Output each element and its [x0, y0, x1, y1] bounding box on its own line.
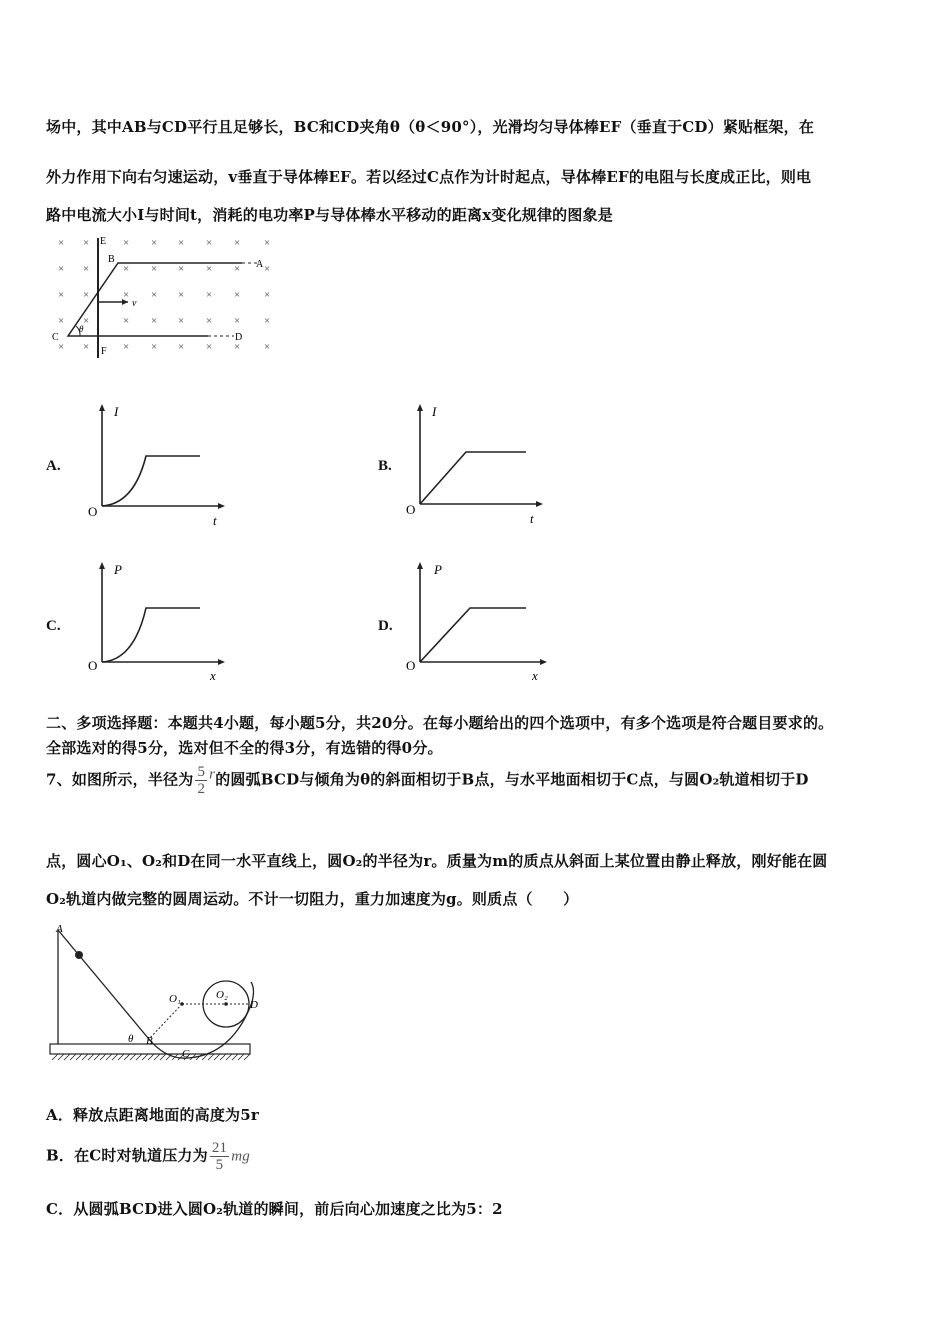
field-cross: ×: [83, 315, 90, 327]
q7-option-b-prefix: B．在C时对轨道压力为: [46, 1146, 208, 1165]
q7-track-figure: [46, 920, 286, 1070]
field-cross: ×: [83, 341, 90, 353]
field-cross: ×: [123, 341, 130, 353]
curve-a: [102, 456, 200, 506]
field-cross: ×: [151, 263, 158, 275]
field-cross: ×: [264, 289, 271, 301]
field-cross: ×: [178, 341, 185, 353]
graph-c: [82, 558, 232, 688]
field-cross: ×: [83, 263, 90, 275]
label-b2: B: [146, 1035, 153, 1047]
field-cross: ×: [151, 237, 158, 249]
field-cross: ×: [58, 315, 65, 327]
field-cross: ×: [178, 289, 185, 301]
graph-c-xlabel: x: [210, 668, 216, 683]
mass-point: [75, 951, 83, 959]
q7-option-b-var: mg: [231, 1148, 250, 1165]
q7-line-1: [46, 764, 809, 797]
field-cross: ×: [151, 289, 158, 301]
label-o1: O₁: [169, 993, 181, 1005]
field-cross: ×: [123, 237, 130, 249]
field-cross: ×: [206, 289, 213, 301]
q6-line-1: 场中，其中AB与CD平行且足够长，BC和CD夹角θ（θ＜90°），光滑均匀导体棒EF（垂直于CD）紧贴框架，在: [46, 118, 815, 136]
q7-fraction: $\frac{5}{2}$: [197, 764, 206, 797]
field-cross: ×: [83, 289, 90, 301]
option-a-label: A.: [46, 458, 61, 474]
label-e: E: [100, 236, 107, 247]
field-cross: ×: [206, 263, 213, 275]
label-o2: O₂: [216, 989, 228, 1001]
q6-line-3: 路中电流大小I与时间t，消耗的电功率P与导体棒水平移动的距离x变化规律的图象是: [46, 206, 613, 224]
graph-a-origin: O: [88, 504, 98, 519]
curve-b: [420, 452, 526, 504]
curve-d: [420, 608, 526, 662]
graph-c-origin: O: [88, 658, 98, 673]
graph-a-xlabel: t: [213, 513, 217, 528]
field-cross: ×: [234, 289, 241, 301]
label-f: F: [101, 346, 107, 357]
field-cross: ×: [58, 341, 65, 353]
curve-c: [102, 608, 200, 662]
graph-d-xlabel: x: [532, 668, 538, 683]
field-cross: ×: [58, 263, 65, 275]
field-cross: ×: [206, 315, 213, 327]
label-b: B: [108, 254, 115, 265]
field-cross: ×: [123, 263, 130, 275]
field-cross: ×: [178, 315, 185, 327]
field-cross: ×: [123, 289, 130, 301]
field-cross: ×: [123, 315, 130, 327]
field-cross: ×: [178, 237, 185, 249]
graph-b-origin: O: [406, 502, 416, 517]
incline: [58, 930, 148, 1038]
q7-option-b: [46, 1140, 250, 1173]
field-cross: ×: [178, 263, 185, 275]
option-b-label: B.: [378, 458, 392, 474]
option-d-label: D.: [378, 618, 393, 634]
label-d: D: [235, 332, 243, 343]
field-cross: ×: [264, 341, 271, 353]
q7-line-2: 点，圆心O₁、O₂和D在同一水平直线上，圆O₂的半径为r。质量为m的质点从斜面上某位置由静止释放，刚好能在圆: [46, 852, 828, 870]
field-cross: ×: [151, 341, 158, 353]
field-cross: ×: [234, 315, 241, 327]
section2-line-1: 二、多项选择题：本题共4小题，每小题5分，共20分。在每小题给出的四个选项中，有多个选项是符合题目要求的。: [46, 714, 834, 732]
label-v: v: [132, 298, 137, 309]
label-a: A: [256, 259, 264, 270]
field-cross: ×: [234, 237, 241, 249]
graph-c-ylabel: P: [114, 562, 122, 577]
graph-d-origin: O: [406, 658, 416, 673]
q7-option-c: C．从圆弧BCD进入圆O₂轨道的瞬间，前后向心加速度之比为5：2: [46, 1200, 503, 1218]
q7-frac-var: r: [209, 766, 216, 783]
q7-option-b-fraction: $\frac{21}{5}$: [211, 1140, 228, 1173]
q6-rail-figure: [48, 232, 283, 360]
graph-d: [400, 558, 555, 688]
label-c2: C: [182, 1048, 190, 1060]
graph-b-xlabel: t: [530, 511, 534, 526]
label-d2: D: [250, 999, 258, 1011]
q7-prefix: 7、如图所示，半径为: [46, 770, 194, 789]
q7-line-3: O₂轨道内做完整的圆周运动。不计一切阻力，重力加速度为g。则质点（ ）: [46, 890, 579, 908]
field-cross: ×: [206, 237, 213, 249]
field-cross: ×: [234, 263, 241, 275]
graph-d-ylabel: P: [434, 562, 442, 577]
graph-a-ylabel: I: [114, 404, 119, 419]
field-cross: ×: [264, 263, 271, 275]
label-a2: A: [56, 923, 63, 935]
graph-b-ylabel: I: [432, 404, 437, 419]
field-cross: ×: [151, 315, 158, 327]
option-c-label: C.: [46, 618, 61, 634]
field-cross: ×: [264, 237, 271, 249]
q7-option-a: A．释放点距离地面的高度为5r: [46, 1106, 259, 1124]
section2-line-2: 全部选对的得5分，选对但不全的得3分，有选错的得0分。: [46, 739, 443, 757]
field-cross: ×: [58, 237, 65, 249]
graph-a: [82, 400, 232, 530]
field-cross: ×: [83, 237, 90, 249]
field-cross: ×: [264, 315, 271, 327]
graph-b: [400, 400, 555, 530]
field-cross: ×: [206, 341, 213, 353]
q7-suffix: 的圆弧BCD与倾角为θ的斜面相切于B点，与水平地面相切于C点，与圆O₂轨道相切于D: [215, 770, 809, 789]
field-cross: ×: [234, 341, 241, 353]
field-cross: ×: [58, 289, 65, 301]
label-c: C: [52, 332, 59, 343]
label-theta: θ: [79, 324, 84, 334]
q6-line-2: 外力作用下向右匀速运动，v垂直于导体棒EF。若以经过C点作为计时起点，导体棒EF的电阻与长度成正比，则电: [46, 168, 812, 186]
label-theta2: θ: [128, 1033, 134, 1045]
